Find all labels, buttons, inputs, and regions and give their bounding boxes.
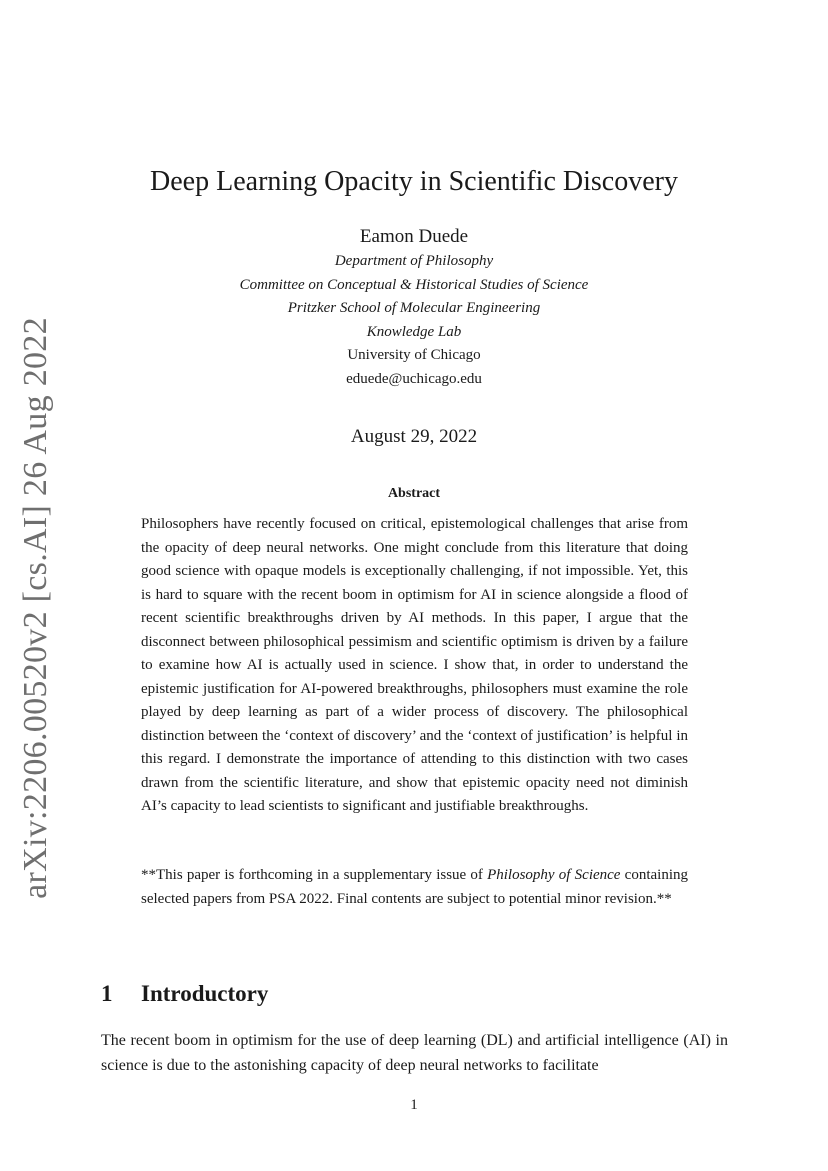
paper-date: August 29, 2022 [350,426,478,447]
abstract-heading: Abstract [387,486,441,501]
section-title: Introductory [141,981,269,1006]
section-body-text: The recent boom in optimism for the use of deep learning (DL) and artificial intelligence (AI) in science is due to the astonishing capacity of deep neural networks to facilitate [101,1032,728,1074]
note-text-before: **This paper is forthcoming in a supplementary issue of [141,867,488,883]
paper-title: Deep Learning Opacity in Scientific Discovery [150,166,678,197]
affiliation-lab: Knowledge Lab [366,323,462,340]
note-text-after: containing selected papers from PSA 2022. Final contents are subject to potential minor revision.** [141,867,688,907]
affiliation-department: Department of Philosophy [334,253,494,269]
affiliation-university: University of Chicago [347,347,481,363]
affiliation-school: Pritzker School of Molecular Engineering [287,300,541,316]
section-number: 1 [101,981,113,1006]
author-block [0,224,828,391]
author-email: eduede@uchicago.edu [346,370,482,387]
arxiv-identifier-text: arXiv:2206.00520v2 [cs.AI] 26 Aug 2022 [17,317,54,899]
page-number: 1 [410,1097,418,1113]
affiliation-committee: Committee on Conceptual & Historical Studies of Science [239,276,589,293]
note-journal-name: Philosophy of Science [487,867,621,883]
section-heading [101,981,268,1007]
publication-note [141,864,688,911]
author-name: Eamon Duede [359,226,469,247]
abstract-text: Philosophers have recently focused on critical, epistemological challenges that arise from the opacity of deep neural networks. One might conclude from this literature that doing good science with opaque models is exceptionally challenging, if not impossible. Yet, this is hard to square with the recent boom in optimism for AI in science alongside a flood of recent scientific breakthroughs driven by AI methods. In this paper, I argue that the disconnect between philosophical pessimism and scientific optimism is driven by a failure to examine how AI is actually used in science. I show that, in order to understand the epistemic justification for AI-powered breakthroughs, philosophers must examine the role played by deep learning as part of a wider process of discovery. The philosophical distinction between the ‘context of discovery’ and the ‘context of justification’ is helpful in this regard. I demonstrate the importance of attending to this distinction with two cases drawn from the scientific literature, and show that epistemic opacity need not diminish AI’s capacity to lead scientists to significant and justifiable breakthroughs. [141,516,688,814]
